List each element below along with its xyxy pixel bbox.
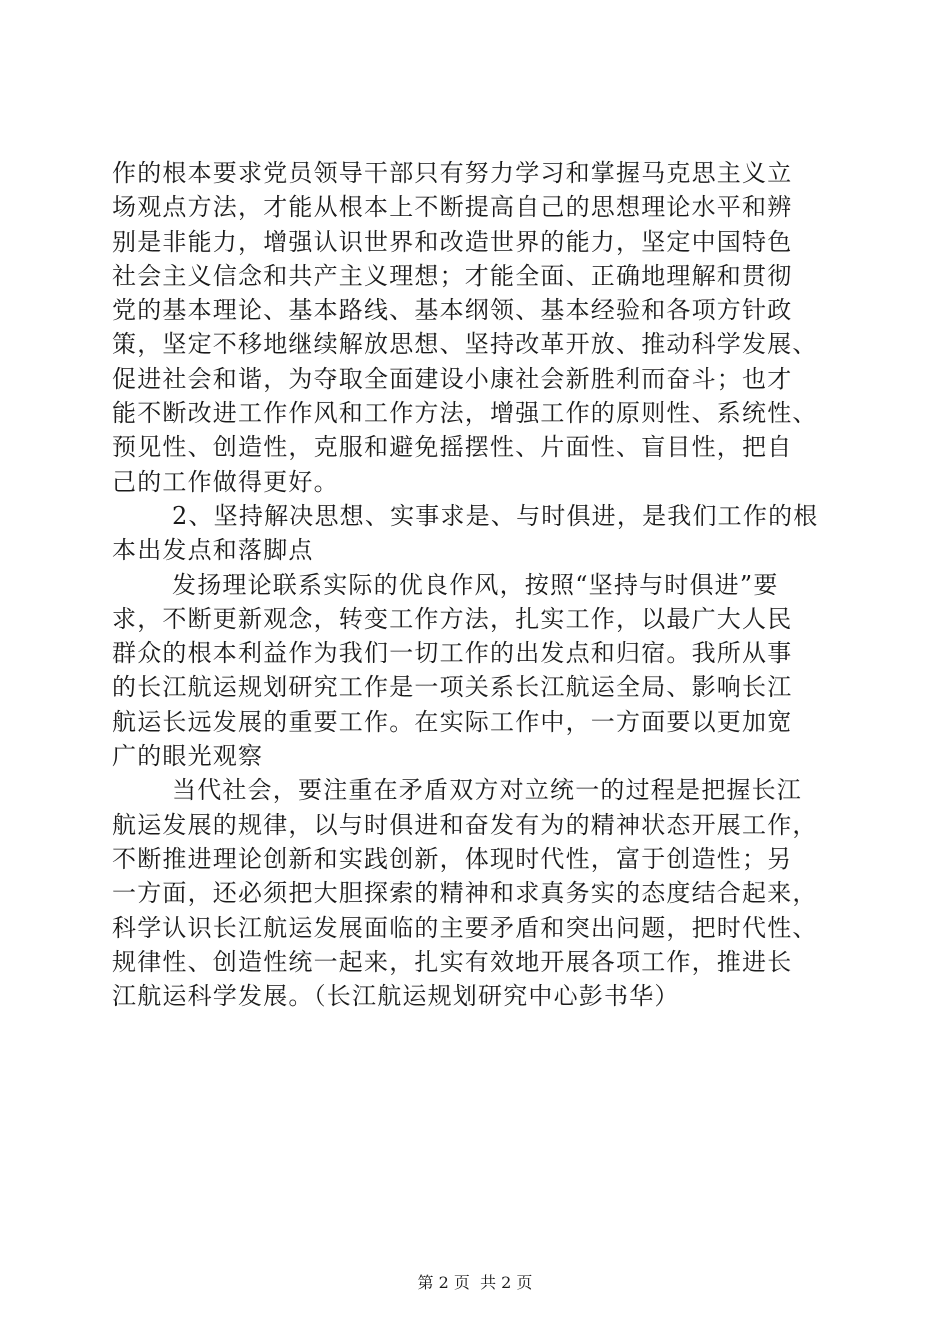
text-line: 广的眼光观察 <box>112 742 264 771</box>
section-heading-line: 本出发点和落脚点 <box>112 536 314 565</box>
text-line: 促进社会和谐，为夺取全面建设小康社会新胜利而奋斗；也才 <box>112 364 793 393</box>
text-line: 策，坚定不移地继续解放思想、坚持改革开放、推动科学发展、 <box>112 330 818 359</box>
text-line: 别是非能力，增强认识世界和改造世界的能力，坚定中国特色 <box>112 227 793 256</box>
document-body <box>112 156 842 1013</box>
text-line: 预见性、创造性，克服和避免摇摆性、片面性、盲目性，把自 <box>112 433 793 462</box>
text-line: 航运发展的规律，以与时俱进和奋发有为的精神状态开展工作， <box>112 810 818 839</box>
text-line: 社会主义信念和共产主义理想；才能全面、正确地理解和贯彻 <box>112 261 793 290</box>
text-line: 一方面，还必须把大胆探索的精神和求真务实的态度结合起来， <box>112 879 818 908</box>
text-line: 江航运科学发展。（长江航运规划研究中心彭书华） <box>112 982 680 1011</box>
text-line: 群众的根本利益作为我们一切工作的出发点和归宿。我所从事 <box>112 639 793 668</box>
text-line: 航运长远发展的重要工作。在实际工作中，一方面要以更加宽 <box>112 707 793 736</box>
text-line: 科学认识长江航运发展面临的主要矛盾和突出问题，把时代性、 <box>112 913 818 942</box>
page-number-footer: 第 2 页 共 2 页 <box>417 1273 533 1292</box>
text-line: 当代社会，要注重在矛盾双方对立统一的过程是把握长江 <box>172 776 802 805</box>
text-line: 的长江航运规划研究工作是一项关系长江航运全局、影响长江 <box>112 673 793 702</box>
text-line: 不断推进理论创新和实践创新，体现时代性，富于创造性；另 <box>112 844 793 873</box>
text-line: 场观点方法，才能从根本上不断提高自己的思想理论水平和辨 <box>112 193 793 222</box>
text-line: 己的工作做得更好。 <box>112 467 339 496</box>
section-heading-line: 2、坚持解决思想、实事求是、与时俱进，是我们工作的根 <box>172 501 819 530</box>
text-line: 发扬理论联系实际的优良作风，按照“坚持与时俱进”要 <box>172 570 779 599</box>
text-line: 能不断改进工作作风和工作方法，增强工作的原则性、系统性、 <box>112 399 818 428</box>
text-line: 作的根本要求党员领导干部只有努力学习和掌握马克思主义立 <box>112 159 793 187</box>
text-line: 规律性、创造性统一起来，扎实有效地开展各项工作，推进长 <box>112 947 793 976</box>
text-line: 党的基本理论、基本路线、基本纲领、基本经验和各项方针政 <box>112 296 793 325</box>
text-line: 求，不断更新观念，转变工作方法，扎实工作，以最广大人民 <box>112 604 793 633</box>
